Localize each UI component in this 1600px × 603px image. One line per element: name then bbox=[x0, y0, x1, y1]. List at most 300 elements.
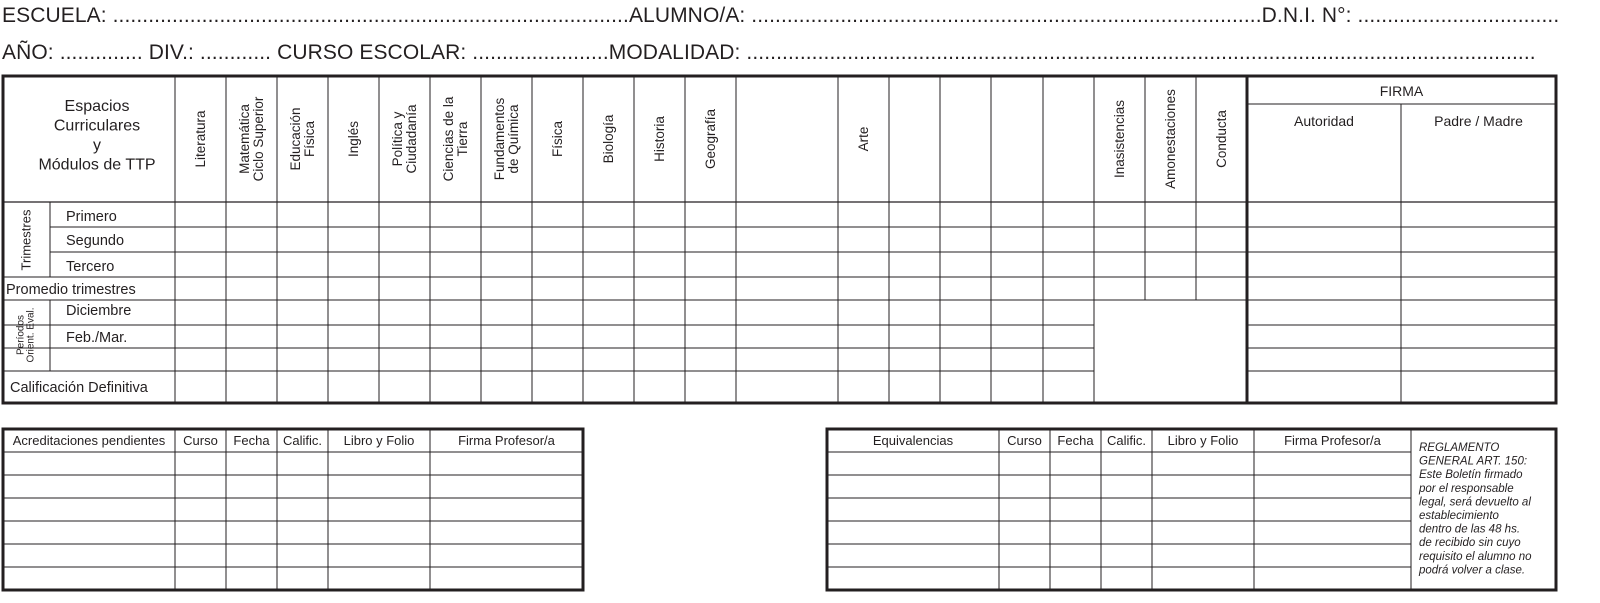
grade-cell[interactable] bbox=[736, 252, 838, 277]
acreditaciones-cell[interactable] bbox=[226, 567, 277, 590]
equivalencias-header-3: Calific. bbox=[1106, 433, 1147, 448]
grade-cell[interactable] bbox=[430, 202, 481, 227]
grade-cell[interactable] bbox=[889, 227, 940, 252]
grade-cell[interactable] bbox=[277, 300, 328, 325]
firma-autoridad-label: Autoridad bbox=[1294, 113, 1354, 129]
acreditaciones-cell[interactable] bbox=[226, 498, 277, 521]
acreditaciones-cell[interactable] bbox=[175, 475, 226, 498]
reglamento-text: Este Boletín firmado bbox=[1419, 469, 1523, 482]
grade-cell[interactable] bbox=[328, 252, 379, 277]
calificacion-label: Calificación Definitiva bbox=[10, 380, 148, 396]
corner-label: Espacios bbox=[64, 98, 130, 115]
grade-cell[interactable] bbox=[1401, 277, 1556, 300]
grade-cell[interactable] bbox=[481, 300, 532, 325]
grade-cell[interactable] bbox=[583, 227, 634, 252]
acreditaciones-cell[interactable] bbox=[3, 475, 175, 498]
grade-cell[interactable] bbox=[583, 300, 634, 325]
modalidad-field[interactable]: ..................................................................................................................................... bbox=[746, 41, 1536, 64]
grade-cell[interactable] bbox=[634, 325, 685, 348]
grade-cell[interactable] bbox=[532, 325, 583, 348]
grade-cell[interactable] bbox=[1043, 300, 1094, 325]
acreditaciones-cell[interactable] bbox=[430, 475, 583, 498]
subject-header-7-line: Física bbox=[550, 120, 565, 158]
grade-cell[interactable] bbox=[1247, 227, 1401, 252]
grade-cell[interactable] bbox=[379, 300, 430, 325]
grade-cell[interactable] bbox=[1401, 348, 1556, 371]
grade-cell[interactable] bbox=[685, 348, 736, 371]
subject-header-5-line: Ciencias de la bbox=[440, 96, 456, 182]
grade-cell[interactable] bbox=[1196, 252, 1247, 277]
equivalencias-cell[interactable] bbox=[999, 544, 1050, 567]
reglamento-text: establecimiento bbox=[1419, 510, 1499, 522]
equivalencias-cell[interactable] bbox=[1254, 567, 1411, 590]
grade-cell[interactable] bbox=[1247, 252, 1401, 277]
grade-cell[interactable] bbox=[1043, 227, 1094, 252]
promedio-label: Promedio trimestres bbox=[6, 282, 136, 298]
acreditaciones-cell[interactable] bbox=[3, 452, 175, 475]
grade-cell[interactable] bbox=[226, 371, 277, 403]
grade-cell[interactable] bbox=[991, 300, 1043, 325]
equivalencias-cell[interactable] bbox=[1254, 521, 1411, 544]
grade-cell[interactable] bbox=[838, 252, 889, 277]
equivalencias-cell[interactable] bbox=[999, 498, 1050, 521]
grade-cell[interactable] bbox=[226, 277, 277, 300]
trimestre-label-1: Segundo bbox=[66, 233, 125, 249]
subject-header-9 bbox=[652, 116, 667, 162]
grade-cell[interactable] bbox=[277, 227, 328, 252]
grade-cell[interactable] bbox=[685, 277, 736, 300]
reglamento-text: de recibido sin cuyo bbox=[1419, 537, 1521, 550]
grade-cell[interactable] bbox=[379, 202, 430, 227]
grade-cell[interactable] bbox=[1043, 325, 1094, 348]
grade-cell[interactable] bbox=[838, 348, 889, 371]
acreditaciones-cell[interactable] bbox=[277, 452, 328, 475]
equivalencias-cell[interactable] bbox=[1050, 521, 1101, 544]
subject-header-1-line: Matemática bbox=[236, 104, 252, 174]
equivalencias-cell[interactable] bbox=[999, 452, 1050, 475]
equivalencias-cell[interactable] bbox=[1152, 544, 1254, 567]
escuela-label: ESCUELA: bbox=[2, 4, 107, 27]
grade-cell[interactable] bbox=[226, 348, 277, 371]
trimestres-group-label-line: Trimestres bbox=[18, 209, 34, 271]
grade-cell[interactable] bbox=[991, 227, 1043, 252]
curso-escolar-label: CURSO ESCOLAR: bbox=[277, 41, 467, 64]
grade-cell[interactable] bbox=[532, 300, 583, 325]
equivalencias-cell[interactable] bbox=[1101, 521, 1152, 544]
escuela-field[interactable]: ....................................................................................... bbox=[112, 4, 629, 27]
grade-cell[interactable] bbox=[685, 202, 736, 227]
equivalencias-header-0: Equivalencias bbox=[872, 433, 954, 448]
acreditaciones-cell[interactable] bbox=[328, 521, 430, 544]
acreditaciones-cell[interactable] bbox=[3, 544, 175, 567]
subject-header-4-line: Ciudadanía bbox=[404, 104, 420, 174]
grade-cell[interactable] bbox=[175, 348, 226, 371]
acreditaciones-cell[interactable] bbox=[430, 452, 583, 475]
subject-header-4 bbox=[390, 104, 419, 174]
grade-cell[interactable] bbox=[175, 202, 226, 227]
grade-cell[interactable] bbox=[1247, 348, 1401, 371]
grade-cell[interactable] bbox=[940, 325, 991, 348]
reglamento-text: dentro de las 48 hs. bbox=[1419, 523, 1521, 536]
dni-label: D.N.I. N°: bbox=[1261, 4, 1352, 27]
grade-cell[interactable] bbox=[1401, 252, 1556, 277]
acreditaciones-header-3: Calific. bbox=[282, 433, 323, 448]
equivalencias-cell[interactable] bbox=[1050, 544, 1101, 567]
grade-cell[interactable] bbox=[328, 325, 379, 348]
grade-cell[interactable] bbox=[889, 202, 940, 227]
grade-cell[interactable] bbox=[940, 252, 991, 277]
subject-header-6 bbox=[492, 97, 521, 180]
grade-cell[interactable] bbox=[379, 371, 430, 403]
acreditaciones-cell[interactable] bbox=[226, 452, 277, 475]
grade-cell[interactable] bbox=[940, 227, 991, 252]
grade-cell[interactable] bbox=[430, 227, 481, 252]
grade-cell[interactable] bbox=[277, 325, 328, 348]
grade-cell[interactable] bbox=[1401, 202, 1556, 227]
equivalencias-cell[interactable] bbox=[1254, 452, 1411, 475]
grade-cell[interactable] bbox=[1145, 227, 1196, 252]
acreditaciones-cell[interactable] bbox=[277, 544, 328, 567]
subject-header-2-line: Física bbox=[302, 120, 318, 158]
subject-header-2 bbox=[288, 107, 317, 170]
equivalencias-cell[interactable] bbox=[1152, 498, 1254, 521]
equivalencias-cell[interactable] bbox=[1254, 475, 1411, 498]
grade-cell[interactable] bbox=[379, 277, 430, 300]
grade-cell[interactable] bbox=[430, 348, 481, 371]
grade-cell[interactable] bbox=[940, 300, 991, 325]
grade-cell[interactable] bbox=[328, 371, 379, 403]
grade-cell[interactable] bbox=[838, 325, 889, 348]
acreditaciones-header-0: Acreditaciones pendientes bbox=[12, 433, 166, 448]
acreditaciones-cell[interactable] bbox=[175, 544, 226, 567]
grade-cell[interactable] bbox=[991, 202, 1043, 227]
acreditaciones-header-4: Libro y Folio bbox=[343, 433, 415, 448]
grade-cell[interactable] bbox=[430, 325, 481, 348]
grade-cell[interactable] bbox=[430, 252, 481, 277]
equivalencias-cell[interactable] bbox=[1152, 521, 1254, 544]
periodos-group-label-line: Períodos bbox=[15, 314, 27, 356]
periodos-group-label-line: Orient. Eval. bbox=[25, 307, 37, 363]
grade-cell[interactable] bbox=[736, 300, 838, 325]
grade-cell[interactable] bbox=[277, 348, 328, 371]
grade-cell[interactable] bbox=[481, 252, 532, 277]
grade-cell[interactable] bbox=[634, 371, 685, 403]
acreditaciones-cell[interactable] bbox=[328, 498, 430, 521]
grade-cell[interactable] bbox=[175, 300, 226, 325]
grade-cell[interactable] bbox=[991, 252, 1043, 277]
grade-cell[interactable] bbox=[685, 227, 736, 252]
grade-cell[interactable] bbox=[481, 227, 532, 252]
subject-header-5-line: Tierra bbox=[455, 121, 471, 157]
grade-cell[interactable] bbox=[1043, 348, 1094, 371]
grade-cell[interactable] bbox=[481, 348, 532, 371]
grade-cell[interactable] bbox=[736, 325, 838, 348]
grade-cell[interactable] bbox=[328, 277, 379, 300]
grade-cell[interactable] bbox=[430, 277, 481, 300]
equivalencias-cell[interactable] bbox=[827, 544, 999, 567]
grade-cell[interactable] bbox=[838, 300, 889, 325]
acreditaciones-cell[interactable] bbox=[328, 544, 430, 567]
div-label: DIV.: bbox=[148, 41, 194, 64]
grade-cell[interactable] bbox=[736, 277, 838, 300]
acreditaciones-cell[interactable] bbox=[226, 521, 277, 544]
grade-cell[interactable] bbox=[838, 202, 889, 227]
equivalencias-cell[interactable] bbox=[1050, 475, 1101, 498]
grade-cell[interactable] bbox=[583, 325, 634, 348]
trimestre-label-2: Tercero bbox=[66, 259, 115, 275]
acreditaciones-cell[interactable] bbox=[175, 521, 226, 544]
grade-cell[interactable] bbox=[379, 252, 430, 277]
grade-cell[interactable] bbox=[1043, 202, 1094, 227]
grade-cell[interactable] bbox=[1401, 325, 1556, 348]
acreditaciones-cell[interactable] bbox=[3, 521, 175, 544]
grade-cell[interactable] bbox=[736, 348, 838, 371]
subject-header-8-line: Biología bbox=[601, 114, 616, 164]
acreditaciones-cell[interactable] bbox=[277, 498, 328, 521]
reglamento-text: requisito el alumno no bbox=[1419, 550, 1532, 563]
grade-cell[interactable] bbox=[940, 371, 991, 403]
grade-cell[interactable] bbox=[838, 227, 889, 252]
equivalencias-cell[interactable] bbox=[1101, 452, 1152, 475]
anio-field[interactable]: .............. bbox=[59, 41, 143, 64]
extra-header-0-line: Inasistencias bbox=[1112, 99, 1127, 179]
acreditaciones-cell[interactable] bbox=[226, 544, 277, 567]
grade-cell[interactable] bbox=[583, 202, 634, 227]
grade-cell[interactable] bbox=[583, 371, 634, 403]
grade-cell[interactable] bbox=[226, 252, 277, 277]
grade-cell[interactable] bbox=[1094, 202, 1145, 227]
dni-field[interactable]: .................................. bbox=[1357, 4, 1560, 27]
grade-cell[interactable] bbox=[532, 252, 583, 277]
grade-cell[interactable] bbox=[175, 371, 226, 403]
subject-header-2-line: Educación bbox=[287, 107, 303, 171]
grade-cell[interactable] bbox=[175, 227, 226, 252]
grade-cell[interactable] bbox=[481, 371, 532, 403]
alumno-field[interactable]: ...................................................................................... bbox=[751, 4, 1262, 27]
trimestres-group-label bbox=[19, 209, 34, 270]
grade-cell[interactable] bbox=[1247, 202, 1401, 227]
grade-cell[interactable] bbox=[634, 202, 685, 227]
acreditaciones-cell[interactable] bbox=[430, 521, 583, 544]
equivalencias-cell[interactable] bbox=[999, 521, 1050, 544]
grade-cell[interactable] bbox=[277, 202, 328, 227]
grade-cell[interactable] bbox=[736, 227, 838, 252]
grade-cell[interactable] bbox=[379, 325, 430, 348]
equivalencias-cell[interactable] bbox=[1101, 567, 1152, 590]
grade-cell[interactable] bbox=[940, 348, 991, 371]
subject-header-10-line: Geografía bbox=[703, 108, 718, 170]
grade-cell[interactable] bbox=[685, 325, 736, 348]
grade-cell[interactable] bbox=[940, 202, 991, 227]
grade-cell[interactable] bbox=[1401, 227, 1556, 252]
grade-cell[interactable] bbox=[328, 202, 379, 227]
grade-cell[interactable] bbox=[1247, 371, 1401, 403]
subject-header-6-line: de Química bbox=[506, 104, 522, 174]
grade-cell[interactable] bbox=[328, 348, 379, 371]
grade-cell[interactable] bbox=[1401, 371, 1556, 403]
grade-cell[interactable] bbox=[634, 252, 685, 277]
grade-cell[interactable] bbox=[1043, 371, 1094, 403]
corner-label: y bbox=[93, 137, 101, 154]
grade-cell[interactable] bbox=[685, 252, 736, 277]
equivalencias-cell[interactable] bbox=[1152, 567, 1254, 590]
grade-cell[interactable] bbox=[1094, 252, 1145, 277]
acreditaciones-cell[interactable] bbox=[328, 452, 430, 475]
grade-cell[interactable] bbox=[328, 300, 379, 325]
acreditaciones-cell[interactable] bbox=[226, 475, 277, 498]
grade-cell[interactable] bbox=[583, 252, 634, 277]
acreditaciones-cell[interactable] bbox=[328, 567, 430, 590]
subject-header-0 bbox=[193, 110, 208, 168]
grade-cell[interactable] bbox=[1094, 277, 1145, 300]
grade-cell[interactable] bbox=[1401, 300, 1556, 325]
grade-cell[interactable] bbox=[481, 325, 532, 348]
acreditaciones-cell[interactable] bbox=[3, 567, 175, 590]
grade-cell[interactable] bbox=[175, 252, 226, 277]
grade-cell[interactable] bbox=[838, 371, 889, 403]
grade-cell[interactable] bbox=[889, 348, 940, 371]
grade-cell[interactable] bbox=[889, 300, 940, 325]
grade-cell[interactable] bbox=[328, 227, 379, 252]
equivalencias-cell[interactable] bbox=[1101, 475, 1152, 498]
grade-cell[interactable] bbox=[685, 371, 736, 403]
equivalencias-cell[interactable] bbox=[827, 521, 999, 544]
equivalencias-cell[interactable] bbox=[1254, 498, 1411, 521]
grade-cell[interactable] bbox=[583, 348, 634, 371]
grade-cell[interactable] bbox=[226, 202, 277, 227]
grade-cell[interactable] bbox=[226, 300, 277, 325]
trimestre-label-0: Primero bbox=[66, 209, 117, 225]
grade-cell[interactable] bbox=[991, 348, 1043, 371]
grade-cell[interactable] bbox=[634, 300, 685, 325]
extra-header-1-line: Amonestaciones bbox=[1163, 89, 1178, 189]
firma-padre-label: Padre / Madre bbox=[1434, 113, 1523, 129]
subject-header-12-line: Arte bbox=[856, 126, 871, 152]
grade-cell[interactable] bbox=[430, 371, 481, 403]
acreditaciones-cell[interactable] bbox=[430, 544, 583, 567]
grade-cell[interactable] bbox=[889, 325, 940, 348]
grade-cell[interactable] bbox=[481, 202, 532, 227]
grade-cell[interactable] bbox=[685, 300, 736, 325]
equivalencias-cell[interactable] bbox=[1050, 567, 1101, 590]
grade-cell[interactable] bbox=[532, 371, 583, 403]
grade-cell[interactable] bbox=[1196, 277, 1247, 300]
grade-cell[interactable] bbox=[1043, 277, 1094, 300]
grade-cell[interactable] bbox=[1247, 300, 1401, 325]
grade-cell[interactable] bbox=[940, 277, 991, 300]
grade-cell[interactable] bbox=[736, 371, 838, 403]
grade-cell[interactable] bbox=[1145, 277, 1196, 300]
acreditaciones-cell[interactable] bbox=[430, 567, 583, 590]
grade-cell[interactable] bbox=[481, 277, 532, 300]
grade-cell[interactable] bbox=[277, 371, 328, 403]
acreditaciones-cell[interactable] bbox=[277, 521, 328, 544]
equivalencias-cell[interactable] bbox=[1050, 452, 1101, 475]
equivalencias-cell[interactable] bbox=[999, 567, 1050, 590]
corner-label: Módulos de TTP bbox=[38, 156, 156, 174]
grade-cell[interactable] bbox=[175, 325, 226, 348]
grade-cell[interactable] bbox=[838, 277, 889, 300]
grade-cell[interactable] bbox=[532, 277, 583, 300]
grade-cell[interactable] bbox=[634, 277, 685, 300]
grade-cell[interactable] bbox=[1145, 252, 1196, 277]
grade-cell[interactable] bbox=[1247, 277, 1401, 300]
acreditaciones-cell[interactable] bbox=[430, 498, 583, 521]
subject-header-1 bbox=[237, 96, 266, 181]
equivalencias-cell[interactable] bbox=[1101, 498, 1152, 521]
grade-cell[interactable] bbox=[1196, 202, 1247, 227]
curso-escolar-field[interactable]: ....................... bbox=[472, 41, 609, 64]
grade-cell[interactable] bbox=[226, 325, 277, 348]
equivalencias-header-4: Libro y Folio bbox=[1167, 433, 1239, 448]
acreditaciones-cell[interactable] bbox=[277, 475, 328, 498]
grade-cell[interactable] bbox=[175, 277, 226, 300]
grade-cell[interactable] bbox=[532, 227, 583, 252]
firma-title: FIRMA bbox=[1379, 83, 1424, 99]
grade-cell[interactable] bbox=[277, 252, 328, 277]
subject-header-4-line: Política y bbox=[389, 111, 405, 167]
div-field[interactable]: ............ bbox=[199, 41, 272, 64]
acreditaciones-header-2: Fecha bbox=[233, 433, 270, 448]
acreditaciones-cell[interactable] bbox=[175, 498, 226, 521]
grade-cell[interactable] bbox=[634, 227, 685, 252]
grade-cell[interactable] bbox=[430, 300, 481, 325]
equivalencias-cell[interactable] bbox=[1254, 544, 1411, 567]
equivalencias-cell[interactable] bbox=[1101, 544, 1152, 567]
acreditaciones-cell[interactable] bbox=[328, 475, 430, 498]
acreditaciones-cell[interactable] bbox=[175, 567, 226, 590]
grade-cell[interactable] bbox=[379, 227, 430, 252]
equivalencias-cell[interactable] bbox=[827, 475, 999, 498]
grade-cell[interactable] bbox=[532, 348, 583, 371]
grade-cell[interactable] bbox=[889, 371, 940, 403]
equivalencias-cell[interactable] bbox=[827, 567, 999, 590]
acreditaciones-cell[interactable] bbox=[277, 567, 328, 590]
grade-cell[interactable] bbox=[1043, 252, 1094, 277]
grade-cell[interactable] bbox=[379, 348, 430, 371]
equivalencias-cell[interactable] bbox=[1050, 498, 1101, 521]
grade-cell[interactable] bbox=[1145, 202, 1196, 227]
grade-cell[interactable] bbox=[277, 277, 328, 300]
grade-cell[interactable] bbox=[1247, 325, 1401, 348]
acreditaciones-cell[interactable] bbox=[175, 452, 226, 475]
grade-cell[interactable] bbox=[889, 277, 940, 300]
subject-header-10 bbox=[703, 108, 718, 169]
acreditaciones-cell[interactable] bbox=[3, 498, 175, 521]
periodo-label-1: Feb./Mar. bbox=[66, 330, 128, 346]
grade-cell[interactable] bbox=[583, 277, 634, 300]
grade-cell[interactable] bbox=[226, 227, 277, 252]
equivalencias-cell[interactable] bbox=[1152, 452, 1254, 475]
equivalencias-cell[interactable] bbox=[827, 498, 999, 521]
equivalencias-cell[interactable] bbox=[827, 452, 999, 475]
corner-label: Curriculares bbox=[53, 117, 141, 135]
subject-header-12 bbox=[856, 127, 871, 152]
grade-cell[interactable] bbox=[991, 371, 1043, 403]
grade-cell[interactable] bbox=[1094, 227, 1145, 252]
grade-cell[interactable] bbox=[532, 202, 583, 227]
equivalencias-cell[interactable] bbox=[999, 475, 1050, 498]
grade-cell[interactable] bbox=[889, 252, 940, 277]
subject-header-6-line: Fundamentos bbox=[491, 97, 507, 181]
grade-cell[interactable] bbox=[634, 348, 685, 371]
grade-cell[interactable] bbox=[736, 202, 838, 227]
extra-header-1 bbox=[1163, 89, 1178, 189]
equivalencias-cell[interactable] bbox=[1152, 475, 1254, 498]
grade-cell[interactable] bbox=[991, 325, 1043, 348]
grade-cell[interactable] bbox=[1196, 227, 1247, 252]
grade-cell[interactable] bbox=[991, 277, 1043, 300]
